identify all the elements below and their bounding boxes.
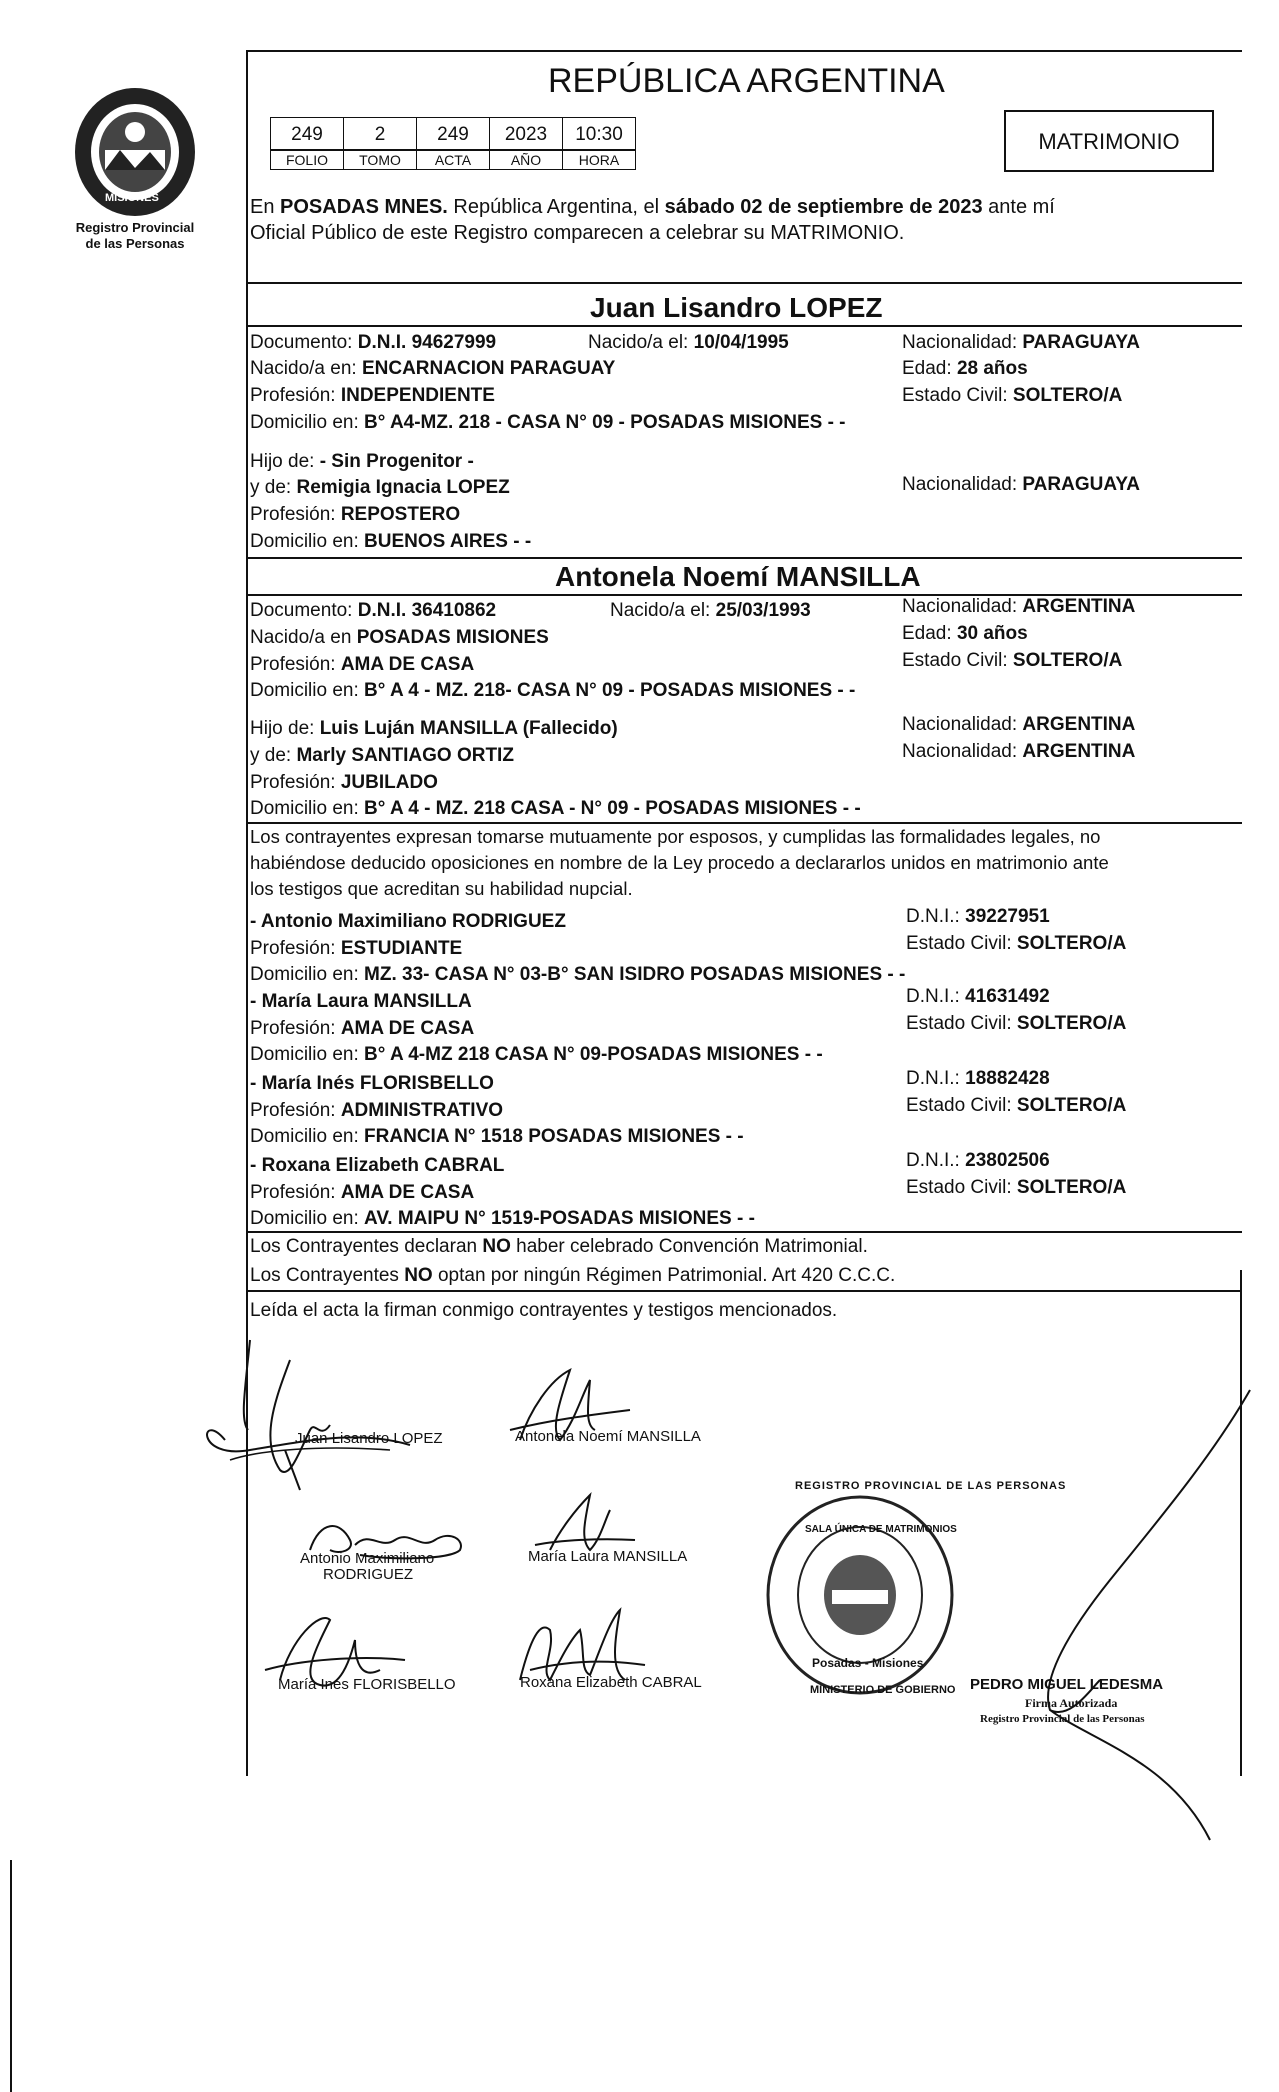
label: Domicilio en: [250, 531, 359, 552]
intro-line-2: Oficial Público de este Registro comparecen a celebrar su MATRIMONIO. [250, 222, 905, 244]
value: PARAGUAYA [1022, 332, 1140, 353]
label: Nacionalidad: [902, 596, 1018, 617]
label: Profesión: [250, 654, 336, 675]
value: ESTUDIANTE [340, 938, 463, 959]
witness-dom [250, 1208, 755, 1230]
intro-p1: En [250, 196, 281, 218]
spouse1-mother-nat [902, 474, 1140, 496]
witness-prof [250, 938, 462, 960]
label: Nacionalidad: [902, 474, 1018, 495]
folio-label: FOLIO [270, 150, 344, 170]
spouse2-mother [250, 745, 514, 767]
label: Domicilio en: [250, 412, 359, 433]
value: REPOSTERO [340, 504, 461, 525]
logo-bottom-text: MISIONES [105, 192, 159, 204]
margin-mark [10, 1860, 12, 2092]
sig-name-4: María Laura MANSILLA [528, 1548, 688, 1565]
witness-name: - Roxana Elizabeth CABRAL [250, 1155, 505, 1176]
hora-value: 10:30 [562, 117, 636, 150]
value: ARGENTINA [1022, 596, 1136, 617]
declaration-l1: Los contrayentes expresan tomarse mutuamente por esposos, y cumplidas las formalidades legales, no [250, 826, 1101, 847]
ano-label: AÑO [489, 150, 563, 170]
act-type-box [1004, 110, 1214, 172]
spouse1-prof [250, 385, 495, 407]
spouse1-parent-dom [250, 531, 531, 553]
logo-caption-2: de las Personas [85, 236, 185, 251]
witness-dom [250, 964, 905, 986]
declaration-l2: habiéndose deducido oposiciones en nombre de la Ley procedo a declararlos unidos en matrimonio ante [250, 852, 1109, 873]
label: Estado Civil: [906, 1177, 1012, 1198]
spouse2-parent-prof [250, 772, 438, 794]
value: B° A4-MZ. 218 - CASA N° 09 - POSADAS MISIONES - - [364, 412, 846, 433]
label: Estado Civil: [902, 385, 1008, 406]
value: ADMINISTRATIVO [340, 1100, 504, 1121]
spouse2-mother-nat [902, 741, 1135, 763]
witness-prof [250, 1182, 474, 1204]
label: Nacionalidad: [902, 741, 1018, 762]
witness-name: - María Inés FLORISBELLO [250, 1073, 494, 1094]
spouse2-nat [902, 596, 1135, 618]
convention-l2 [250, 1265, 895, 1287]
act-type-label: MATRIMONIO [1038, 129, 1180, 154]
value: SOLTERO/A [1016, 1095, 1127, 1116]
tomo-label: TOMO [343, 150, 417, 170]
text: optan por ningún Régimen Patrimonial. Art 420 C.C.C. [432, 1265, 896, 1286]
sig-name-5: María Inés FLORISBELLO [278, 1676, 456, 1693]
label: Estado Civil: [906, 1095, 1012, 1116]
witness-name: - María Laura MANSILLA [250, 991, 472, 1012]
divider-6 [246, 1231, 1242, 1233]
witness-dni [906, 1068, 1050, 1090]
official-signature [1010, 1380, 1270, 1850]
label: Profesión: [250, 1182, 336, 1203]
spouse1-name: Juan Lisandro LOPEZ [590, 292, 883, 323]
witness-dom [250, 1126, 744, 1148]
convention-l1 [250, 1236, 868, 1258]
official-title: Firma Autorizada [1025, 1696, 1118, 1710]
spouse2-born [610, 600, 811, 622]
signature-5 [260, 1600, 410, 1700]
value: PARAGUAYA [1022, 474, 1140, 495]
intro-line-1 [250, 196, 1055, 218]
spouse2-doc [250, 600, 496, 622]
logo-caption-1: Registro Provincial [75, 220, 195, 235]
top-border [246, 50, 1242, 52]
witness-dom [250, 1044, 823, 1066]
value: AMA DE CASA [340, 654, 475, 675]
stamp-ring-text: REGISTRO PROVINCIAL DE LAS PERSONAS [795, 1480, 1067, 1492]
text-bold: NO [404, 1265, 433, 1286]
label: D.N.I.: [906, 986, 960, 1007]
value: AMA DE CASA [340, 1018, 475, 1039]
value: 28 años [956, 358, 1028, 379]
witness-civil [906, 1095, 1126, 1117]
label: Profesión: [250, 938, 336, 959]
label: Profesión: [250, 504, 336, 525]
label: Hijo de: [250, 451, 315, 472]
value: ENCARNACION PARAGUAY [361, 358, 616, 379]
value: BUENOS AIRES - - [364, 531, 532, 552]
label: Domicilio en: [250, 1126, 359, 1147]
label: Edad: [902, 623, 952, 644]
text: Los Contrayentes declaran [250, 1236, 483, 1257]
stamp-inner-text: SALA ÚNICA DE MATRIMONIOS [805, 1524, 957, 1535]
value: SOLTERO/A [1016, 933, 1127, 954]
spouse1-civil [902, 385, 1122, 407]
value: D.N.I. 94627999 [357, 332, 497, 353]
label: y de: [250, 477, 292, 498]
official-office: Registro Provincial de las Personas [980, 1713, 1145, 1725]
acta-label: ACTA [416, 150, 490, 170]
label: y de: [250, 745, 292, 766]
label: Profesión: [250, 772, 336, 793]
value: SOLTERO/A [1016, 1013, 1127, 1034]
value: 18882428 [965, 1068, 1050, 1089]
witness-civil [906, 1013, 1126, 1035]
spouse1-father [250, 451, 474, 473]
spouse2-parent-dom [250, 798, 861, 820]
value: AMA DE CASA [340, 1182, 475, 1203]
acta-value: 249 [416, 117, 490, 150]
value: D.N.I. 36410862 [357, 600, 497, 621]
closing-text: Leída el acta la firman conmigo contrayentes y testigos mencionados. [250, 1300, 838, 1321]
value: 30 años [956, 623, 1028, 644]
value: Luis Luján MANSILLA (Fallecido) [319, 718, 618, 739]
spouse1-birthplace [250, 358, 615, 380]
spouse1-parent-prof [250, 504, 460, 526]
label: Estado Civil: [906, 1013, 1012, 1034]
hora-label: HORA [562, 150, 636, 170]
stamp-lower-text: Posadas - Misiones [812, 1656, 924, 1670]
label: Estado Civil: [906, 933, 1012, 954]
value: INDEPENDIENTE [340, 385, 495, 406]
witness-prof [250, 1018, 474, 1040]
spouse1-mother [250, 477, 510, 499]
page-title: REPÚBLICA ARGENTINA [548, 62, 945, 100]
value: POSADAS MISIONES [356, 627, 549, 648]
ano-value: 2023 [489, 117, 563, 150]
value: B° A 4 - MZ. 218 CASA - N° 09 - POSADAS MISIONES - - [364, 798, 861, 819]
value: B° A 4 - MZ. 218- CASA N° 09 - POSADAS MISIONES - - [364, 680, 856, 701]
value: B° A 4-MZ 218 CASA N° 09-POSADAS MISIONES - - [364, 1044, 823, 1065]
value: AV. MAIPU N° 1519-POSADAS MISIONES - - [364, 1208, 755, 1229]
value: Remigia Ignacia LOPEZ [296, 477, 510, 498]
witness-civil [906, 933, 1126, 955]
value: 39227951 [965, 906, 1050, 927]
text: haber celebrado Convención Matrimonial. [510, 1236, 868, 1257]
label: Hijo de: [250, 718, 315, 739]
spouse1-born [588, 332, 789, 354]
label: D.N.I.: [906, 906, 960, 927]
signature-4 [520, 1490, 640, 1560]
spouse2-birthplace [250, 627, 549, 649]
value: FRANCIA N° 1518 POSADAS MISIONES - - [364, 1126, 744, 1147]
spouse2-prof [250, 654, 474, 676]
value: SOLTERO/A [1016, 1177, 1127, 1198]
label: Nacido/a el: [588, 332, 689, 353]
signature-3 [300, 1510, 470, 1570]
divider-3 [246, 557, 1242, 559]
label: Nacido/a en [250, 627, 352, 648]
label: Domicilio en: [250, 964, 359, 985]
label: Nacido/a en: [250, 358, 357, 379]
value: - Sin Progenitor - [319, 451, 474, 472]
value: SOLTERO/A [1012, 385, 1123, 406]
sig-name-3b: RODRIGUEZ [323, 1566, 413, 1583]
witness-dni [906, 986, 1050, 1008]
official-name: PEDRO MIGUEL LEDESMA [970, 1676, 1164, 1693]
witness-civil [906, 1177, 1126, 1199]
text-bold: NO [482, 1236, 511, 1257]
label: Edad: [902, 358, 952, 379]
tomo-value: 2 [343, 117, 417, 150]
text: Los Contrayentes [250, 1265, 405, 1286]
registry-table [270, 117, 642, 172]
label: D.N.I.: [906, 1150, 960, 1171]
value: 23802506 [965, 1150, 1050, 1171]
value: Marly SANTIAGO ORTIZ [296, 745, 514, 766]
logo-top-text: PROVINCIA DE [95, 80, 167, 91]
spouse2-age [902, 623, 1028, 645]
divider-2 [246, 325, 1242, 327]
value: JUBILADO [340, 772, 438, 793]
label: Nacionalidad: [902, 332, 1018, 353]
sig-name-6: Roxana Elizabeth CABRAL [520, 1674, 702, 1691]
witness-prof [250, 1100, 503, 1122]
label: Documento: [250, 332, 353, 353]
intro-p3: ante mí [982, 196, 1055, 218]
value: 25/03/1993 [715, 600, 811, 621]
label: Estado Civil: [902, 650, 1008, 671]
declaration-l3: los testigos que acreditan su habilidad nupcial. [250, 878, 633, 899]
value: ARGENTINA [1022, 741, 1136, 762]
intro-city: POSADAS MNES. [280, 196, 448, 218]
label: Nacionalidad: [902, 714, 1018, 735]
spouse1-nat [902, 332, 1140, 354]
folio-value: 249 [270, 117, 344, 150]
label: Profesión: [250, 1018, 336, 1039]
divider-7 [246, 1290, 1242, 1292]
spouse2-civil [902, 650, 1122, 672]
spouse2-father [250, 718, 618, 740]
label: Documento: [250, 600, 353, 621]
value: 10/04/1995 [693, 332, 789, 353]
sig-name-2: Antonela Noemí MANSILLA [515, 1428, 701, 1445]
stamp-bottom-text: MINISTERIO DE GOBIERNO [810, 1684, 956, 1696]
signature-1 [190, 1330, 420, 1530]
label: D.N.I.: [906, 1068, 960, 1089]
witness-dni [906, 906, 1050, 928]
value: 41631492 [965, 986, 1050, 1007]
witness-name: - Antonio Maximiliano RODRIGUEZ [250, 911, 566, 932]
label: Domicilio en: [250, 798, 359, 819]
label: Profesión: [250, 385, 336, 406]
sig-name-3a: Antonio Maximiliano [300, 1550, 435, 1567]
spouse2-name: Antonela Noemí MANSILLA [555, 561, 921, 592]
divider-1 [246, 282, 1242, 284]
value: MZ. 33- CASA N° 03-B° SAN ISIDRO POSADAS MISIONES - - [364, 964, 906, 985]
sig-name-1: Juan Lisandro LOPEZ [295, 1430, 443, 1447]
label: Domicilio en: [250, 1208, 359, 1229]
value: SOLTERO/A [1012, 650, 1123, 671]
value: ARGENTINA [1022, 714, 1136, 735]
label: Nacido/a el: [610, 600, 711, 621]
spouse1-age [902, 358, 1028, 380]
spouse1-doc [250, 332, 496, 354]
intro-date: sábado 02 de septiembre de 2023 [664, 196, 983, 218]
spouse2-father-nat [902, 714, 1135, 736]
label: Domicilio en: [250, 1044, 359, 1065]
label: Domicilio en: [250, 680, 359, 701]
label: Profesión: [250, 1100, 336, 1121]
intro-p2: República Argentina, el [447, 196, 665, 218]
witness-dni [906, 1150, 1050, 1172]
signature-6 [510, 1600, 650, 1700]
spouse2-dom [250, 680, 855, 702]
signature-2 [500, 1360, 640, 1450]
spouse1-dom [250, 412, 846, 434]
divider-5 [246, 822, 1242, 824]
